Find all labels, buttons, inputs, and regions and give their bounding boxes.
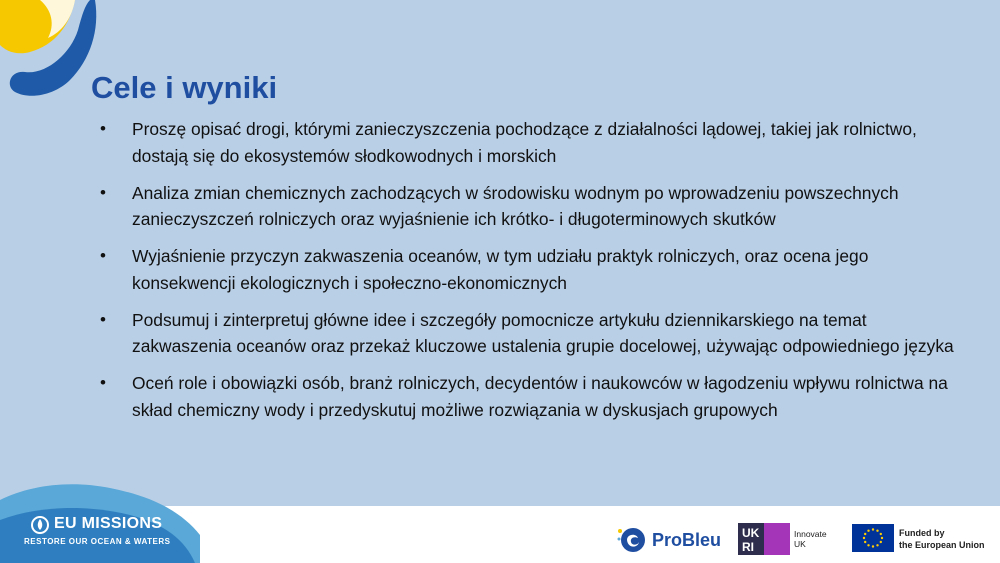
eu-missions-subtitle: RESTORE OUR OCEAN & WATERS: [24, 537, 171, 546]
ukri-logo: [738, 523, 833, 555]
bullet-icon: •: [100, 246, 106, 265]
slide-title: Cele i wyniki: [91, 70, 278, 105]
bullet-icon: •: [100, 373, 106, 392]
funded-line-2: the European Union: [899, 540, 985, 550]
bullet-text: Proszę opisać drogi, którymi zanieczyszczenia pochodzące z działalności lądowej, takiej jak rolnictwo, dostają się do ekosystemów słodkowodnych i morskich: [132, 119, 917, 166]
eu-missions-title: EU MISSIONS: [54, 515, 163, 532]
innovate-line: Innovate: [794, 529, 827, 539]
list-item: [100, 243, 970, 296]
list-item: [100, 307, 970, 360]
uk-line: UK: [794, 539, 806, 549]
bullet-text: Wyjaśnienie przyczyn zakwaszenia oceanów, w tym udziału praktyk rolniczych, oraz ocena jego konsekwencji ekologicznych i społeczno-ekonomicznych: [132, 246, 869, 293]
bullet-text: Analiza zmian chemicznych zachodzących w środowisku wodnym po wprowadzeniu powszechnych zanieczyszczeń rolniczych oraz wyjaśnienie ich krótko- i długoterminowych skutków: [132, 182, 899, 229]
ukri-mark-icon: [738, 523, 790, 555]
innovate-uk-text: [794, 529, 827, 549]
bullet-text: Podsumuj i zinterpretuj główne idee i szczegóły pomocnicze artykułu dziennikarskiego na temat zakwaszenia oceanów oraz przekaż kluczowe ustalenia grupie docelowej, używając odpowiedniego języka: [132, 309, 954, 356]
list-item: [100, 370, 970, 423]
bullet-icon: •: [100, 119, 106, 138]
probleu-swirl-icon: [616, 525, 648, 555]
funded-by-eu-text: [899, 527, 985, 551]
bullet-text: Oceń role i obowiązki osób, branż rolniczych, decydentów i naukowców w łagodzeniu wpływu rolnictwa na skład chemiczny wody i przedyskutuj możliwe rozwiązania w dyskusjach grupowych: [132, 373, 948, 420]
objectives-list: [100, 116, 970, 434]
svg-text:RI: RI: [742, 540, 754, 554]
bullet-icon: •: [100, 309, 106, 329]
svg-text:UK: UK: [742, 526, 760, 540]
list-item: [100, 116, 970, 169]
globe-drop-icon: [30, 515, 50, 535]
eu-flag-icon: [852, 524, 894, 552]
probleu-text: ProBleu: [652, 530, 722, 550]
bullet-icon: •: [100, 182, 106, 202]
list-item: [100, 180, 970, 233]
eu-missions-logo: [24, 515, 174, 555]
probleu-logo: [616, 525, 726, 555]
funded-line-1: Funded by: [899, 528, 945, 538]
